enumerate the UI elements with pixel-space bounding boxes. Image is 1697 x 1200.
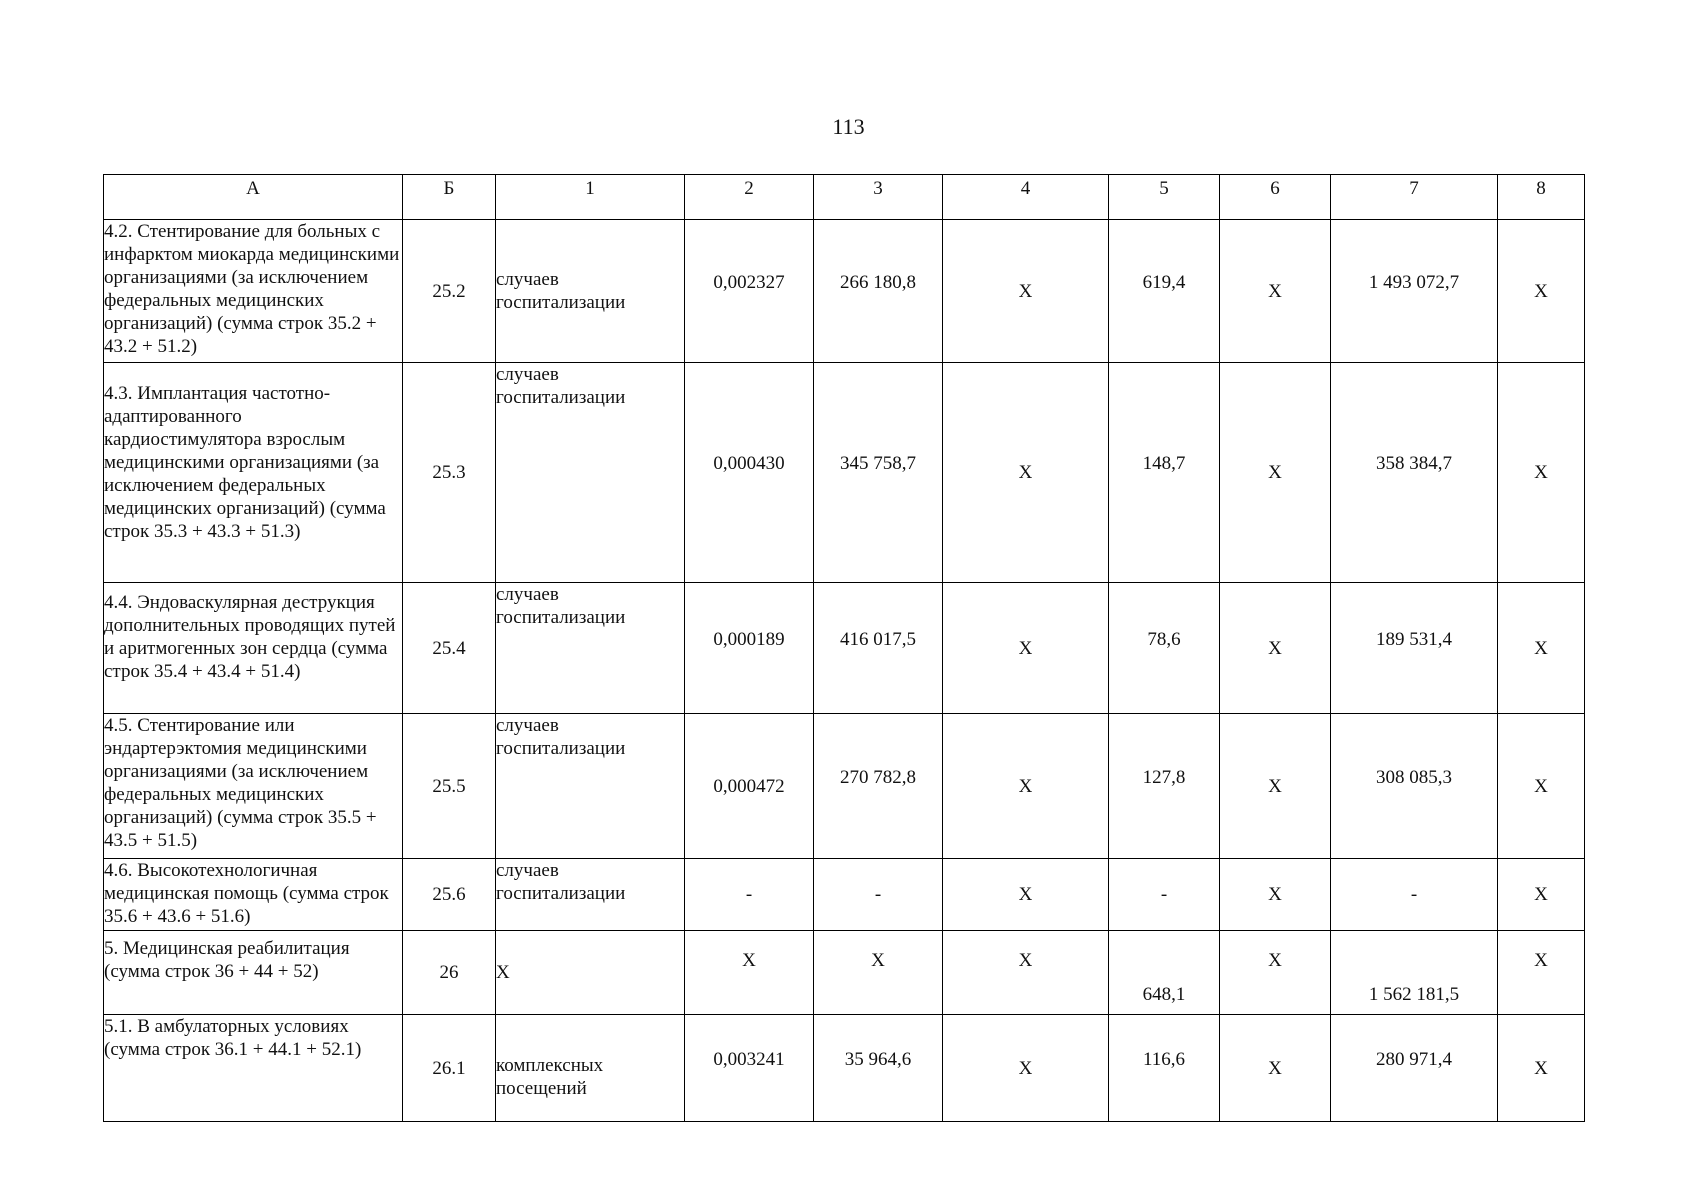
column-header-b: Б	[403, 175, 496, 220]
cell-value: 0,002327	[713, 271, 785, 293]
cell-col-2	[685, 220, 814, 363]
cell-col-6: X	[1220, 859, 1331, 931]
cell-col-7: -	[1331, 859, 1498, 931]
cell-col-3	[814, 363, 943, 583]
column-header-5: 5	[1109, 175, 1220, 220]
cell-col-8: X	[1498, 220, 1585, 363]
cell-col-2: 0,000472	[685, 714, 814, 859]
cell-col-6: X	[1220, 583, 1331, 714]
cell-col-5: -	[1109, 859, 1220, 931]
cell-col-8: X	[1498, 1015, 1585, 1122]
row-code: 26	[403, 931, 496, 1015]
row-unit: X	[496, 931, 685, 1015]
table-row	[104, 220, 1585, 363]
cell-col-7	[1331, 714, 1498, 859]
row-name: 4.6. Высокотехнологичная медицинская помощь (сумма строк 35.6 + 43.6 + 51.6)	[104, 859, 403, 931]
cell-value: 270 782,8	[840, 766, 916, 788]
row-unit: случаев госпитализации	[496, 859, 685, 931]
row-unit: случаев госпитализации	[496, 714, 685, 859]
cell-value: 280 971,4	[1376, 1048, 1452, 1070]
cell-col-6: X	[1220, 220, 1331, 363]
row-code: 25.2	[403, 220, 496, 363]
cell-value: 266 180,8	[840, 271, 916, 293]
cell-col-5	[1109, 1015, 1220, 1122]
row-unit: комплексных посещений	[496, 1015, 685, 1122]
cell-col-2	[685, 583, 814, 714]
column-header-1: 1	[496, 175, 685, 220]
row-name: 4.5. Стентирование или эндартерэктомия медицинскими организациями (за исключением федеральных медицинских организаций) (сумма строк 35.5 + 43.5 + 51.5)	[104, 714, 403, 859]
cell-col-6: X	[1220, 714, 1331, 859]
cell-value: 648,1	[1142, 984, 1186, 1005]
cell-col-7	[1331, 583, 1498, 714]
cell-col-7	[1331, 1015, 1498, 1122]
cell-value: 35 964,6	[844, 1048, 912, 1070]
cell-col-5	[1109, 220, 1220, 363]
cell-value: 189 531,4	[1376, 628, 1452, 650]
row-code: 25.3	[403, 363, 496, 583]
cell-col-3	[814, 220, 943, 363]
cell-value: 116,6	[1142, 1048, 1186, 1070]
cell-value: 0,003241	[713, 1048, 785, 1070]
cell-col-8: X	[1498, 363, 1585, 583]
cell-col-2: -	[685, 859, 814, 931]
cell-col-4: X	[943, 714, 1109, 859]
row-name: 5.1. В амбулаторных условиях (сумма строк 36.1 + 44.1 + 52.1)	[104, 1015, 403, 1122]
cell-col-4: X	[943, 363, 1109, 583]
row-code: 25.4	[403, 583, 496, 714]
cell-value: 0,000430	[713, 453, 785, 474]
cell-col-8: X	[1498, 583, 1585, 714]
column-header-2: 2	[685, 175, 814, 220]
row-name: 4.4. Эндоваскулярная деструкция дополнительных проводящих путей и аритмогенных зон сердца (сумма строк 35.4 + 43.4 + 51.4)	[104, 583, 403, 714]
column-header-a: А	[104, 175, 403, 220]
cell-col-4: X	[943, 220, 1109, 363]
column-header-6: 6	[1220, 175, 1331, 220]
cell-value: 1 493 072,7	[1368, 271, 1460, 293]
cell-col-8: X	[1498, 859, 1585, 931]
cell-value: 127,8	[1142, 766, 1186, 788]
row-unit: случаев госпитализации	[496, 220, 685, 363]
cell-col-3: -	[814, 859, 943, 931]
cell-col-6: X	[1220, 363, 1331, 583]
row-code: 26.1	[403, 1015, 496, 1122]
cell-col-5	[1109, 714, 1220, 859]
row-code: 25.6	[403, 859, 496, 931]
table-header-row	[104, 175, 1585, 220]
cell-value: 0,000189	[713, 628, 785, 650]
table-row	[104, 859, 1585, 931]
row-name: 4.3. Имплантация частотно-адаптированного кардиостимулятора взрослым медицинскими организациями (за исключением федеральных медицинских организаций) (сумма строк 35.3 + 43.3 + 51.3)	[104, 363, 403, 583]
cell-col-5	[1109, 363, 1220, 583]
table-row	[104, 363, 1585, 583]
cell-col-3	[814, 714, 943, 859]
cell-col-2	[685, 363, 814, 583]
row-unit: случаев госпитализации	[496, 363, 685, 583]
cell-col-4: X	[943, 1015, 1109, 1122]
cell-value: 308 085,3	[1376, 766, 1452, 788]
cell-col-4: X	[943, 859, 1109, 931]
cell-col-6: X	[1220, 931, 1331, 1015]
cell-col-2: X	[685, 931, 814, 1015]
table-row	[104, 931, 1585, 1015]
cell-value: 358 384,7	[1376, 453, 1452, 474]
cell-value: 148,7	[1142, 453, 1186, 474]
table-row	[104, 714, 1585, 859]
cell-value: 78,6	[1147, 628, 1181, 650]
cell-col-2	[685, 1015, 814, 1122]
row-name: 4.2. Стентирование для больных с инфарктом миокарда медицинскими организациями (за исключением федеральных медицинских организаций) (сумма строк 35.2 + 43.2 + 51.2)	[104, 220, 403, 363]
cell-col-7	[1331, 363, 1498, 583]
cell-col-4: X	[943, 583, 1109, 714]
cell-col-5	[1109, 931, 1220, 1015]
column-header-4: 4	[943, 175, 1109, 220]
cell-col-3	[814, 583, 943, 714]
cell-col-6: X	[1220, 1015, 1331, 1122]
cell-value: 345 758,7	[840, 453, 916, 474]
cell-col-8: X	[1498, 931, 1585, 1015]
cell-value: 1 562 181,5	[1368, 984, 1460, 1005]
cell-col-3: X	[814, 931, 943, 1015]
table-row	[104, 1015, 1585, 1122]
table-row	[104, 583, 1585, 714]
cell-col-5	[1109, 583, 1220, 714]
cell-value: 619,4	[1142, 271, 1186, 293]
data-table	[103, 174, 1585, 1122]
cell-col-8: X	[1498, 714, 1585, 859]
cell-col-3	[814, 1015, 943, 1122]
row-code: 25.5	[403, 714, 496, 859]
column-header-3: 3	[814, 175, 943, 220]
cell-value: 416 017,5	[840, 628, 916, 650]
row-name: 5. Медицинская реабилитация (сумма строк 36 + 44 + 52)	[104, 931, 403, 1015]
cell-col-7	[1331, 220, 1498, 363]
column-header-8: 8	[1498, 175, 1585, 220]
cell-col-7	[1331, 931, 1498, 1015]
row-unit: случаев госпитализации	[496, 583, 685, 714]
page-number: 113	[832, 114, 865, 139]
column-header-7: 7	[1331, 175, 1498, 220]
cell-col-4: X	[943, 931, 1109, 1015]
